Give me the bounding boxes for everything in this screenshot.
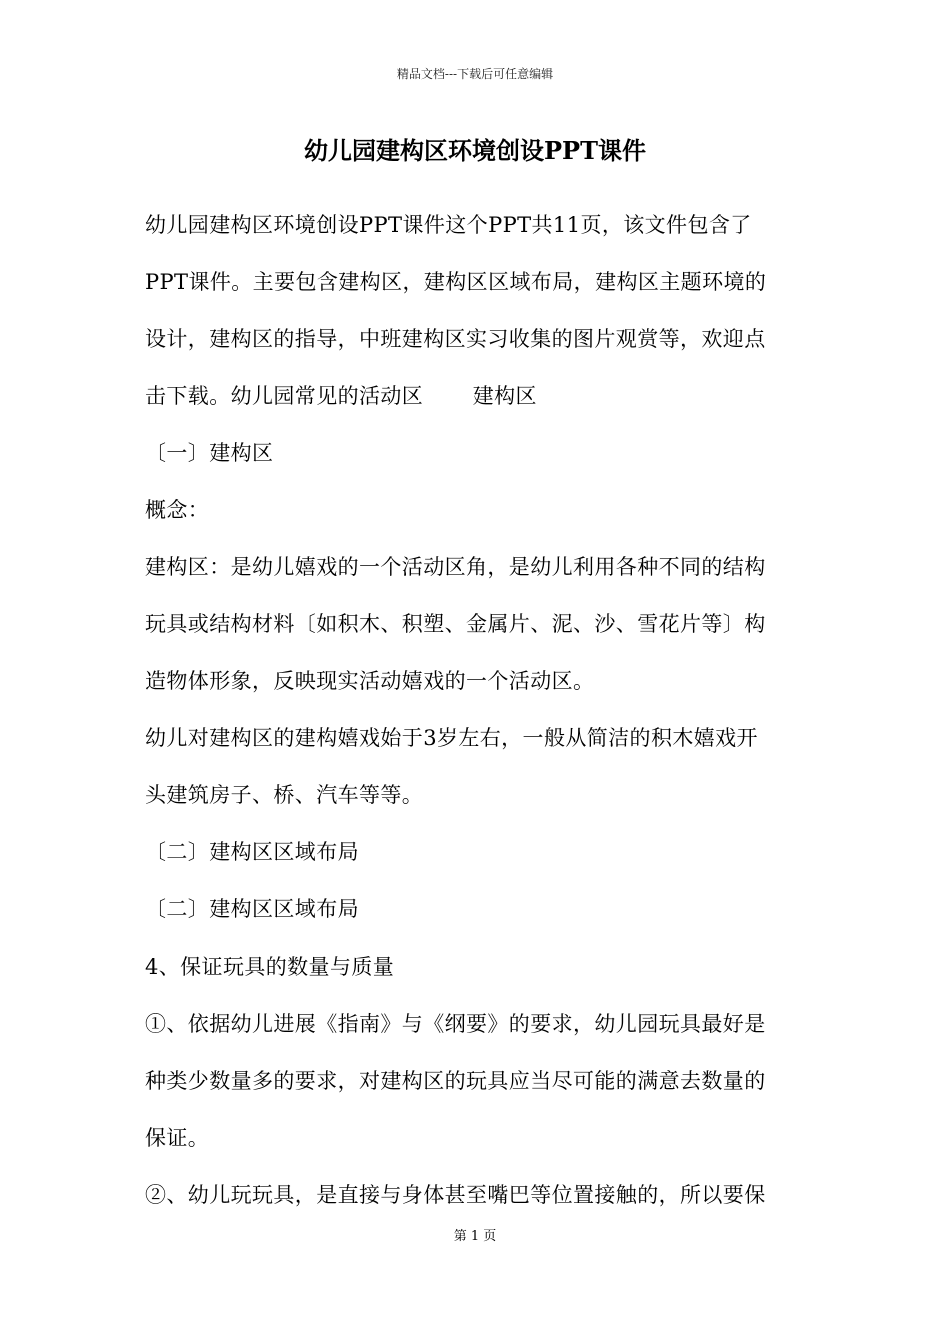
- body-line: 建构区：是幼儿嬉戏的一个活动区角，是幼儿利用各种不同的结构: [145, 555, 766, 579]
- body-line: PPT课件。主要包含建构区，建构区区域布局，建构区主题环境的: [145, 270, 767, 294]
- section-heading: 〔二〕建构区区域布局: [145, 897, 359, 921]
- body-line: ①、依据幼儿进展《指南》与《纲要》的要求，幼儿园玩具最好是: [145, 1012, 766, 1036]
- page-number: 第 1 页: [453, 1229, 497, 1244]
- body-line: ②、幼儿玩玩具，是直接与身体甚至嘴巴等位置接触的，所以要保: [145, 1183, 766, 1207]
- body-line: 保证。: [145, 1126, 210, 1150]
- body-line: 概念：: [145, 498, 210, 522]
- section-heading: 〔一〕建构区: [145, 441, 274, 465]
- document-title: 幼儿园建构区环境创设PPT课件: [304, 136, 646, 165]
- document-body: [145, 0, 810, 1344]
- body-line: 4、保证玩具的数量与质量: [145, 955, 395, 979]
- body-line: 设计，建构区的指导，中班建构区实习收集的图片观赏等，欢迎点: [145, 327, 766, 351]
- page-header: 精品文档---下载后可任意编辑: [396, 67, 554, 81]
- body-line: 玩具或结构材料〔如积木、积塑、金属片、泥、沙、雪花片等〕构: [145, 612, 766, 636]
- body-line: 种类少数量多的要求，对建构区的玩具应当尽可能的满意去数量的: [145, 1069, 766, 1093]
- section-heading: 〔二〕建构区区域布局: [145, 840, 359, 864]
- body-line: 击下载。幼儿园常见的活动区 建构区: [145, 384, 537, 408]
- body-line: 幼儿园建构区环境创设PPT课件这个PPT共11页，该文件包含了: [145, 213, 752, 237]
- body-line: 造物体形象，反映现实活动嬉戏的一个活动区。: [145, 669, 595, 693]
- body-line: 头建筑房子、桥、汽车等等。: [145, 783, 424, 807]
- body-line: 幼儿对建构区的建构嬉戏始于3岁左右，一般从简洁的积木嬉戏开: [145, 726, 758, 750]
